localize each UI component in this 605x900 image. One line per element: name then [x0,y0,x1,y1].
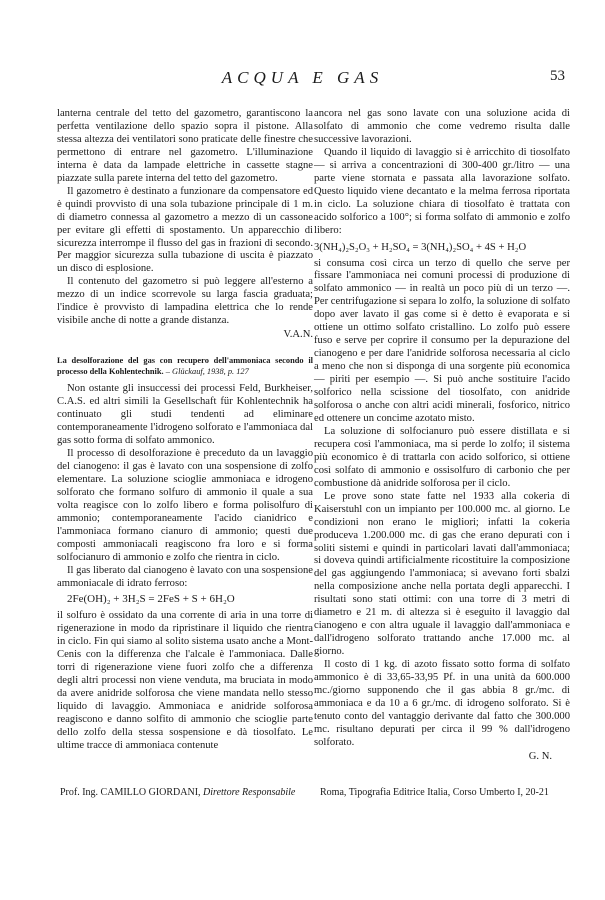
paragraph: Non ostante gli insuccessi dei processi Feld, Burkheiser, C.A.S. ed altri simili la Gesellschaft für Kohlentechnik ha continuato gli studi tendenti ad eliminare contemporaneamente l'idrogeno solforato e l'ammoniaca dal gas sotto forma di solfato ammonico. [57,383,313,447]
author-signature: V.A.N. [283,329,313,341]
running-title: ACQUA E GAS [221,68,384,87]
paragraph: La soluzione di solfocianuro può essere distillata e si recupera così l'ammoniaca, ma si perde lo zolfo; il sistema più economico è di trattarla con acido solforico, si ottiene così solfato di ammonio e ossisolfuro di carbonio che per combustione dà anidride solforosa per il ciclo. [314,425,570,489]
footer-editor-role: Direttore Responsabile [203,787,296,798]
chemical-equation: 2Fe(OH)₂ + 3H₂S = 2FeS + S + 6H₂O [67,593,235,606]
article-title [57,355,313,377]
page-footer [0,787,605,807]
paragraph: Il gazometro è destinato a funzionare da compensatore ed è quindi provvisto di una sola tubazione principale di 1 m. di diametro connessa al gazometro a mezzo di un cassone per evitare gli effetti di spostamento. Un apparecchio di sicurezza interrompe il flusso del gas in frazioni di secondo. Per maggior sicurezza sulla tubazione di uscita è piazzato un disco di esplosione. [57,185,313,275]
page-header [0,68,605,96]
paragraph: si consuma così circa un terzo di quello che serve per fissare l'ammoniaca nei comuni processi di produzione di solfato ammonico — in realtà un poco più di un terzo —. Per centrifugazione si separa lo zolfo, la soluzione di solfato dopo aver lavato il gas come si è detto è evaporata e si ottiene un ottimo solfato cristallino. Lo zolfo può essere fuso e serve per coprire il consumo per la depurazione del cianogeno e per dare l'anidride solforosa necessaria al ciclo a meno che non si disponga di una sorgente più economica — piriti per esempio —. Si può anche sostituire l'acido solforico nella scissione del tiosolfato, con anidride solforosa o anche con altri acidi minerali, fosforico, nitrico ed ottenere un concime azotato misto. [314,257,570,424]
paragraph: lanterna centrale del tetto del gazometro, garantiscono la perfetta ventilazione dello spazio sopra il pistone. Alla stessa altezza dei ventilatori sono praticate delle finestre che permettono di entrare nel gazometro. L'illuminazione interna è data da lampade elettriche in cassette stagne piazzate sulla parete interna del tetto del gazometro. [57,108,313,184]
article-title-text: La desolforazione del gas con recupero dell'ammoniaca secondo il processo della Kohlentechnik. [57,356,313,377]
paragraph: il solfuro è ossidato da una corrente di aria in una torre di rigenerazione in modo da ripristinare il liquido che rientra in ciclo. Fin qui siamo al solito sistema usato anche a Mont-Cenis con la differenza che l'alcale è l'ammoniaca. Dalle torri di rigenerazione viene fuori zolfo che a differenza degli altri processi non viene venduta, ma bruciata in modo da avere anidride solforosa che viene mandata nello stesso liquido di lavaggio. Ammoniaca e anidride solforosa reagiscono e danno solfito di ammonio che scioglie parte dello zolfo della stessa sospensione e dà tiosolfato. Le ultime tracce di ammoniaca contenute [57,610,313,751]
paragraph: Il processo di desolforazione è preceduto da un lavaggio del cianogeno: il gas è lavato con una sospensione di zolfo elementare. La soluzione scioglie ammoniaca e idrogeno solforato che formano solfuro di ammonio il quale a sua volta reagisce con lo zolfo libero e forma polisolfuro di ammonio; contemporaneamente l'acido cianidrico e l'ammoniaca formano cianuro di ammonio; questi due composti ammoniacali reagiscono fra loro e si forma solfocianuro di ammonio e zolfo che rientra in ciclo. [57,447,313,563]
paragraph: ancora nel gas sono lavate con una soluzione acida di solfato di ammonio che come vedremo risulta dalle successive lavorazioni. [314,108,570,145]
footer-printer: Roma, Tipografia Editrice Italia, Corso Umberto I, 20-21 [320,787,549,798]
paragraph: Il gas liberato dal cianogeno è lavato con una sospensione ammoniacale di idrato ferroso: [57,564,313,589]
author-signature: G. N. [528,750,552,762]
right-column [314,108,570,763]
paragraph: Il costo di 1 kg. di azoto fissato sotto forma di solfato ammonico è di 33,65-33,95 Pf. in una unità da 600.000 mc./giorno supponendo che il gas abbia 8 gr./mc. di ammoniaca e da 10 a 6 gr./mc. di idrogeno solforato. Si è tenuto conto del vantaggio derivante dal fatto che 300.000 mc. risultano depurati per circa il 99 % dall'idrogeno solforato. [314,659,570,748]
article-source: – Glückauf, 1938, p. 127 [165,367,249,377]
paragraph: Quando il liquido di lavaggio si è arricchito di tiosolfato — si arriva a concentrazioni di 300-400 gr./litro — una parte viene stornata e passata alla lavorazione solfato. Questo liquido viene decantato e la melma ferrosa riportata in ciclo. La soluzione chiara di tiosolfato è trattata con acido solforico a 100°; si forma solfato di ammonio e zolfo libero: [314,146,570,236]
footer-editor [60,787,295,798]
left-column [57,108,313,753]
paragraph: Le prove sono state fatte nel 1933 alla cokeria di Kaiserstuhl con un impianto per 100.000 mc. al giorno. Le condizioni non erano le migliori; infatti la cokeria produceva 1.200.000 mc. di gas che erano depurati con i soliti sistemi e quindi in particolari lavati dall'ammoniaca; si doveva quindi artificialmente ricostituire la composizione del gas aggiungendo l'ammoniaca; si avevano forti sbalzi nella composizione anche nella portata degli apparecchi. I risultati sono stati ottimi: con una torre di 3 metri di diametro e 21 m. di altezza si è eseguito il lavaggio dal cianogeno e con altra uguale il lavaggio dall'ammoniaca e dall'idrogeno solforato trattando anche 17.000 mc. al giorno. [314,490,570,658]
paragraph: Il contenuto del gazometro si può leggere all'esterno a mezzo di un indice scorrevole su larga fascia graduata; l'indice è provvisto di lampadina elettrica che lo rende visibile anche di notte a grande distanza. [57,276,313,327]
chemical-equation: 3(NH₄)₂S₂O₃ + H₂SO₄ = 3(NH₄)₂SO₄ + 4S + H₂O [314,241,527,253]
footer-editor-name: Prof. Ing. CAMILLO GIORDANI, [60,787,201,798]
page-number: 53 [550,68,565,84]
